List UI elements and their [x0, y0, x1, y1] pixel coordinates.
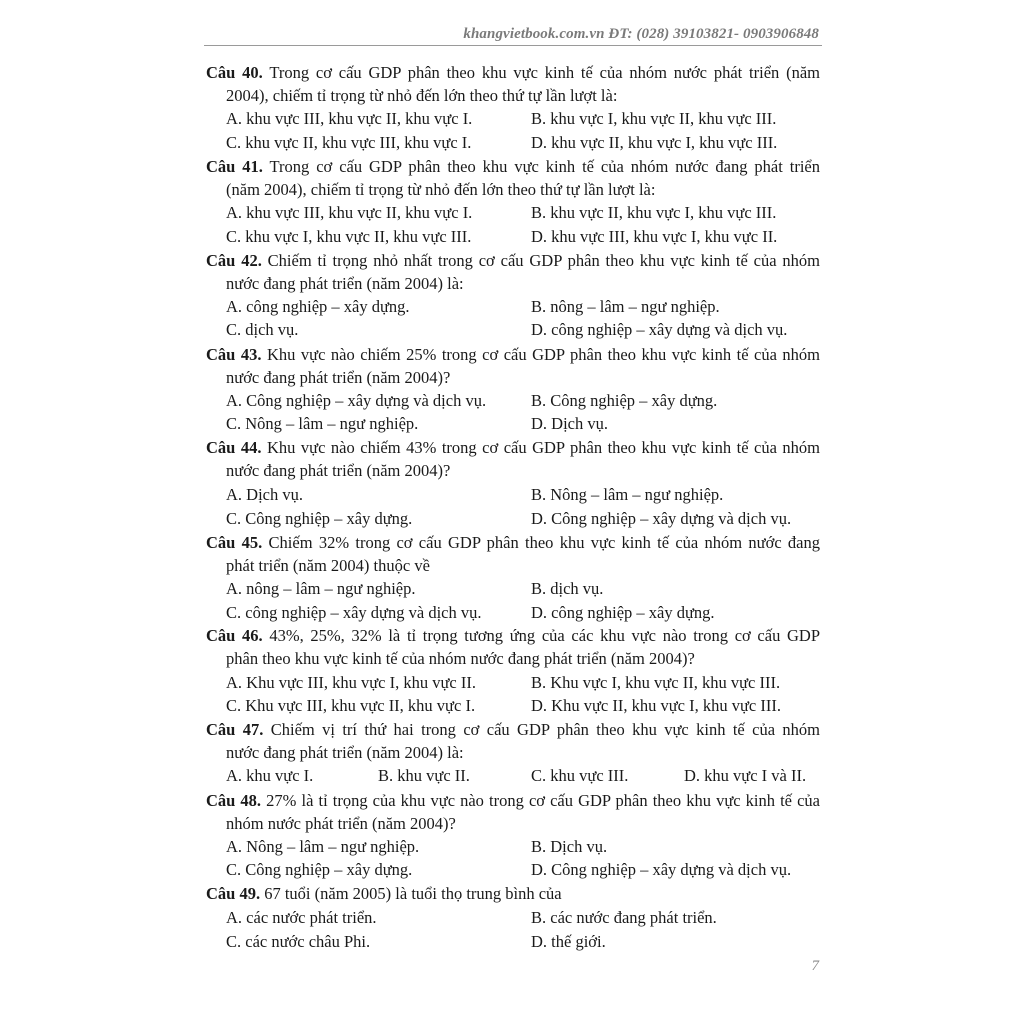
question-45-option-c: C. công nghiệp – xây dựng và dịch vụ.: [226, 603, 482, 622]
question-40-option-d: D. khu vực II, khu vực I, khu vực III.: [531, 133, 778, 152]
question-40-label: Câu 40.: [206, 63, 263, 82]
question-46-option-b: B. Khu vực I, khu vực II, khu vực III.: [531, 673, 781, 692]
question-48-stem: [206, 789, 820, 835]
question-44-text-2: nước đang phát triển (năm 2004)?: [226, 461, 451, 480]
question-48-option-b: B. Dịch vụ.: [531, 837, 608, 856]
question-41-option-c: C. khu vực I, khu vực II, khu vực III.: [226, 227, 472, 246]
question-40-option-a: A. khu vực III, khu vực II, khu vực I.: [226, 109, 473, 128]
question-42-option-d: D. công nghiệp – xây dựng và dịch vụ.: [531, 320, 788, 339]
question-43-option-c: C. Nông – lâm – ngư nghiệp.: [226, 414, 419, 433]
question-46-stem: [206, 624, 820, 670]
question-49-option-d: D. thế giới.: [531, 932, 606, 951]
question-45-stem: [206, 531, 820, 577]
question-44-option-c: C. Công nghiệp – xây dựng.: [226, 509, 413, 528]
question-42-text-2: nước đang phát triển (năm 2004) là:: [226, 274, 464, 293]
question-45-text-1: Chiếm 32% trong cơ cấu GDP phân theo khu vực kinh tế của nhóm nước đang: [262, 533, 821, 552]
question-46-text-2: phân theo khu vực kinh tế của nhóm nước đang phát triển (năm 2004)?: [226, 649, 695, 668]
question-48-option-d: D. Công nghiệp – xây dựng và dịch vụ.: [531, 860, 792, 879]
question-48-option-a: A. Nông – lâm – ngư nghiệp.: [226, 837, 420, 856]
question-43-option-b: B. Công nghiệp – xây dựng.: [531, 391, 718, 410]
question-49-option-b: B. các nước đang phát triển.: [531, 908, 717, 927]
question-43-label: Câu 43.: [206, 345, 262, 364]
question-47-option-a: A. khu vực I.: [226, 766, 314, 785]
question-48-option-c: C. Công nghiệp – xây dựng.: [226, 860, 413, 879]
question-42-stem: [206, 249, 820, 295]
question-42-option-b: B. nông – lâm – ngư nghiệp.: [531, 297, 720, 316]
question-44-stem: [206, 436, 820, 482]
question-48-label: Câu 48.: [206, 791, 262, 810]
question-42-label: Câu 42.: [206, 251, 262, 270]
question-41-option-a: A. khu vực III, khu vực II, khu vực I.: [226, 203, 473, 222]
question-47-stem: [206, 718, 820, 764]
question-47-text-1: Chiếm vị trí thứ hai trong cơ cấu GDP phân theo khu vực kinh tế của nhóm: [263, 720, 820, 739]
question-45-option-b: B. dịch vụ.: [531, 579, 604, 598]
question-46-option-a: A. Khu vực III, khu vực I, khu vực II.: [226, 673, 476, 692]
question-40-option-c: C. khu vực II, khu vực III, khu vực I.: [226, 133, 472, 152]
question-41-label: Câu 41.: [206, 157, 263, 176]
question-46-option-d: D. Khu vực II, khu vực I, khu vực III.: [531, 696, 781, 715]
question-43-option-d: D. Dịch vụ.: [531, 414, 608, 433]
question-40-text-1: Trong cơ cấu GDP phân theo khu vực kinh tế của nhóm nước phát triển (năm: [262, 63, 821, 82]
question-45-label: Câu 45.: [206, 533, 263, 552]
question-45-option-d: D. công nghiệp – xây dựng.: [531, 603, 715, 622]
question-40-option-b: B. khu vực I, khu vực II, khu vực III.: [531, 109, 777, 128]
question-46-text-1: 43%, 25%, 32% là tỉ trọng tương ứng của các khu vực nào trong cơ cấu GDP: [262, 626, 821, 645]
question-47-text-2: nước đang phát triển (năm 2004) là:: [226, 743, 464, 762]
question-42-text-1: Chiếm tỉ trọng nhỏ nhất trong cơ cấu GDP phân theo khu vực kinh tế của nhóm: [261, 251, 821, 270]
question-44-option-d: D. Công nghiệp – xây dựng và dịch vụ.: [531, 509, 792, 528]
question-47-option-c: C. khu vực III.: [531, 766, 629, 785]
question-49-text-1: 67 tuổi (năm 2005) là tuổi thọ trung bình của: [260, 884, 562, 903]
question-43-stem: [206, 343, 820, 389]
question-41-text-2: (năm 2004), chiếm tỉ trọng từ nhỏ đến lớn theo thứ tự lần lượt là:: [226, 180, 656, 199]
question-41-option-b: B. khu vực II, khu vực I, khu vực III.: [531, 203, 777, 222]
question-40-text-2: 2004), chiếm tỉ trọng từ nhỏ đến lớn theo thứ tự lần lượt là:: [226, 86, 618, 105]
question-47-label: Câu 47.: [206, 720, 264, 739]
page-header: khangvietbook.com.vn ĐT: (028) 39103821- 0903906848: [463, 26, 819, 42]
question-43-option-a: A. Công nghiệp – xây dựng và dịch vụ.: [226, 391, 487, 410]
question-47-option-b: B. khu vực II.: [378, 766, 470, 785]
question-49-stem: [206, 882, 820, 905]
question-48-text-1: 27% là tỉ trọng của khu vực nào trong cơ cấu GDP phân theo khu vực kinh tế của: [261, 791, 820, 810]
question-46-option-c: C. Khu vực III, khu vực II, khu vực I.: [226, 696, 476, 715]
question-44-option-a: A. Dịch vụ.: [226, 485, 303, 504]
question-48-text-2: nhóm nước phát triển (năm 2004)?: [226, 814, 456, 833]
question-49-label: Câu 49.: [206, 884, 261, 903]
question-41-text-1: Trong cơ cấu GDP phân theo khu vực kinh tế của nhóm nước đang phát triển: [262, 157, 821, 176]
question-47-option-d: D. khu vực I và II.: [684, 766, 807, 785]
question-45-option-a: A. nông – lâm – ngư nghiệp.: [226, 579, 416, 598]
question-41-stem: [206, 155, 820, 201]
question-43-text-2: nước đang phát triển (năm 2004)?: [226, 368, 451, 387]
question-44-option-b: B. Nông – lâm – ngư nghiệp.: [531, 485, 724, 504]
question-42-option-a: A. công nghiệp – xây dựng.: [226, 297, 410, 316]
question-49-option-a: A. các nước phát triển.: [226, 908, 377, 927]
question-42-option-c: C. dịch vụ.: [226, 320, 299, 339]
question-49-option-c: C. các nước châu Phi.: [226, 932, 371, 951]
question-44-text-1: Khu vực nào chiếm 43% trong cơ cấu GDP phân theo khu vực kinh tế của nhóm: [261, 438, 821, 457]
question-41-option-d: D. khu vực III, khu vực I, khu vực II.: [531, 227, 778, 246]
question-46-label: Câu 46.: [206, 626, 263, 645]
question-44-label: Câu 44.: [206, 438, 262, 457]
page-number: 7: [811, 958, 819, 974]
question-40-stem: [206, 61, 820, 107]
question-43-text-1: Khu vực nào chiếm 25% trong cơ cấu GDP phân theo khu vực kinh tế của nhóm: [261, 345, 821, 364]
header-divider: [204, 45, 822, 46]
question-45-text-2: phát triển (năm 2004) thuộc về: [226, 556, 430, 575]
